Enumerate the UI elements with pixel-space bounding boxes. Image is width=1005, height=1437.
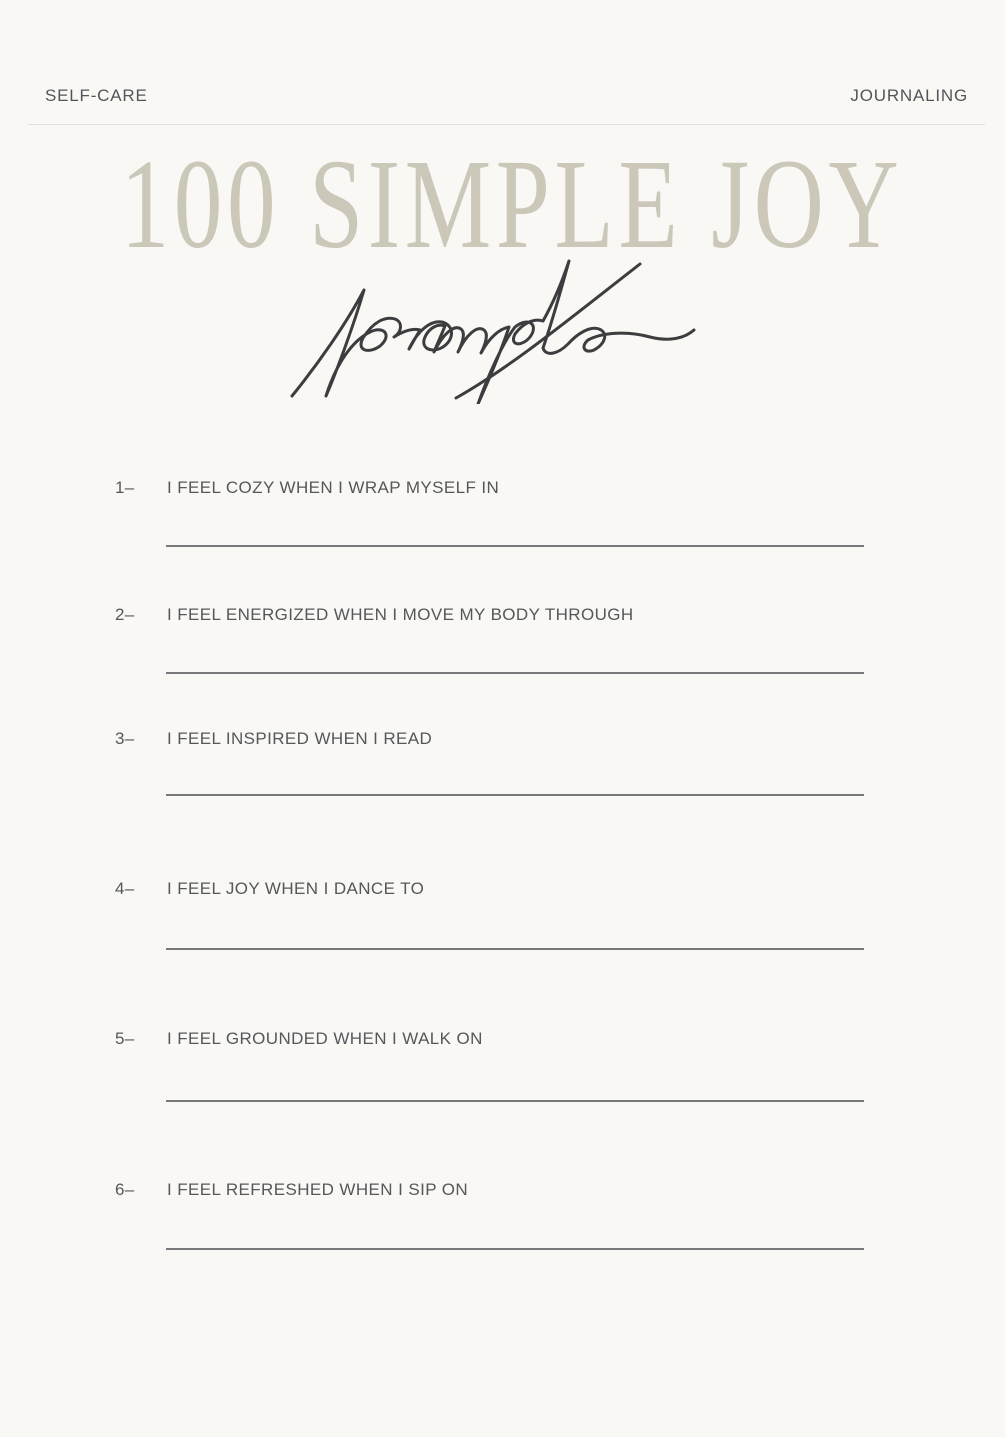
prompt-number: 3– [115, 729, 135, 748]
answer-line[interactable] [166, 1248, 864, 1250]
prompt-item [0, 1180, 1005, 1272]
prompt-text: I FEEL COZY WHEN I WRAP MYSELF IN [167, 478, 500, 497]
prompt-item [0, 478, 1005, 570]
answer-line[interactable] [166, 948, 864, 950]
prompt-number: 1– [115, 478, 135, 497]
prompt-number: 5– [115, 1029, 135, 1048]
header-topic-label: JOURNALING [850, 86, 968, 105]
prompt-number: 2– [115, 605, 135, 624]
prompt-item [0, 729, 1005, 821]
answer-line[interactable] [166, 794, 864, 796]
header-divider [28, 124, 985, 125]
prompt-item [0, 879, 1005, 971]
answer-line[interactable] [166, 672, 864, 674]
prompt-number: 4– [115, 879, 135, 898]
prompt-text: I FEEL ENERGIZED WHEN I MOVE MY BODY THROUGH [167, 605, 634, 624]
answer-line[interactable] [166, 545, 864, 547]
answer-line[interactable] [166, 1100, 864, 1102]
prompt-item [0, 605, 1005, 697]
page-title: 100 SIMPLE JOY [120, 133, 904, 275]
prompt-item [0, 1029, 1005, 1121]
prompt-number: 6– [115, 1180, 135, 1199]
handwritten-prompts-icon [288, 246, 703, 404]
header-category-label: SELF-CARE [45, 86, 148, 105]
prompt-text: I FEEL GROUNDED WHEN I WALK ON [167, 1029, 483, 1048]
prompt-text: I FEEL REFRESHED WHEN I SIP ON [167, 1180, 469, 1199]
prompt-text: I FEEL JOY WHEN I DANCE TO [167, 879, 425, 898]
prompt-text: I FEEL INSPIRED WHEN I READ [167, 729, 433, 748]
page-subtitle-script [288, 246, 703, 404]
